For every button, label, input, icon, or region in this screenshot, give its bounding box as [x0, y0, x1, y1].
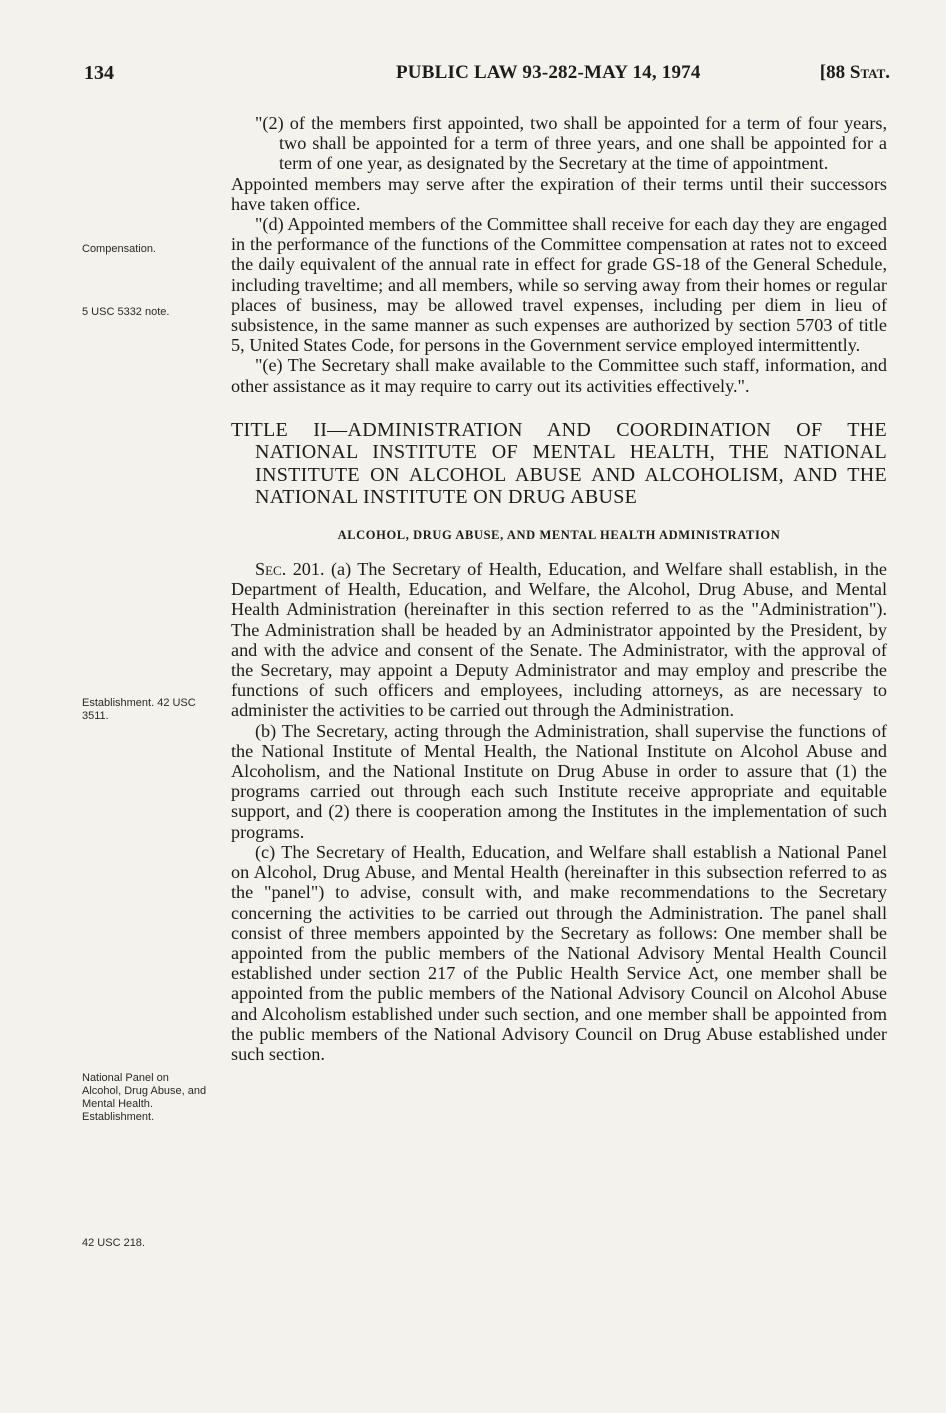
paragraph-c: (c) The Secretary of Health, Education, and Welfare shall establish a National Panel on Alcohol, Drug Abuse, and Mental Health (hereinafter in this subsection referred to as the "panel") to advise, consult with, and make recommendations to the Secretary concerning the activities to be carried out through the Administration. The panel shall consist of three members appointed by the Secretary as follows: One member shall be appointed from the public members of the National Advisory Mental Health Council established under section 217 of the Public Health Service Act, one member shall be appointed from the public members of the National Advisory Council on Alcohol Abuse and Alcoholism established under such section, and one member shall be appointed from the public members of the National Advisory Council on Drug Abuse established under such section.: [231, 841, 887, 1064]
running-title: PUBLIC LAW 93-282-MAY 14, 1974: [396, 62, 701, 83]
paragraph-e: "(e) The Secretary shall make available to the Committee such staff, information, and other assistance as it may require to carry out its activities effectively.".: [231, 355, 887, 396]
statute-volume-number: [88: [819, 62, 846, 83]
paragraph-d: "(d) Appointed members of the Committee shall receive for each day they are engaged in the performance of the functions of the Committee compensation at rates not to exceed the daily equivalent of the annual rate in effect for grade GS-18 of the General Schedule, including traveltime; and all members, while so serving away from their homes or regular places of business, may be allowed travel expenses, including per diem in lieu of subsistence, in the same manner as such expenses are authorized by section 5703 of title 5, United States Code, for persons in the Government service employed intermittently.: [231, 214, 887, 356]
section-subheading: ALCOHOL, DRUG ABUSE, AND MENTAL HEALTH ADMINISTRATION: [337, 527, 781, 542]
paragraph-2: "(2) of the members first appointed, two shall be appointed for a term of four years, two shall be appointed for a term of three years, and one shall be appointed for a term of one year, as designated by the Secretary at the time of appointment.: [255, 113, 887, 174]
section-label: Sec. 201.: [255, 559, 325, 580]
body-text: [231, 113, 887, 1064]
title-heading: TITLE II—ADMINISTRATION AND COORDINATION OF THE NATIONAL INSTITUTE OF MENTAL HEALTH, THE NATIONAL INSTITUTE ON ALCOHOL ABUSE AND ALCOHOLISM, AND THE NATIONAL INSTITUTE ON DRUG ABUSE: [231, 418, 887, 509]
paragraph-b: (b) The Secretary, acting through the Administration, shall supervise the functions of the National Institute of Mental Health, the National Institute on Alcohol Abuse and Alcoholism, and the National Institute on Drug Abuse in order to assure that (1) the programs carried out through each such Institute receive appropriate and equitable support, and (2) there is cooperation among the Institutes in the implementation of such programs.: [231, 720, 887, 842]
page-number: 134: [84, 62, 114, 84]
margin-note-national-panel: National Panel on Alcohol, Drug Abuse, and Mental Health. Establishment.: [82, 1072, 207, 1123]
margin-note-compensation: Compensation.: [82, 243, 156, 255]
statute-label: Stat.: [849, 62, 890, 83]
margin-note-establishment: Establishment. 42 USC 3511.: [82, 697, 196, 722]
paragraph-201a-text: (a) The Secretary of Health, Education, and Welfare shall establish, in the Department of Health, Education, and Welfare, the Alcohol, Drug Abuse, and Mental Health Administration (hereinafter in this section referred to as the "Administration"). The Administration shall be headed by an Administrator appointed by the President, by and with the advice and consent of the Senate. The Administrator, with the approval of the Secretary, may appoint a Deputy Administrator and may employ and prescribe the functions of such officers and employees, including attorneys, as are necessary to administer the activities to be carried out through the Administration.: [231, 559, 887, 721]
paragraph-appointed-members: Appointed members may serve after the expiration of their terms until their successors have taken office.: [231, 173, 887, 214]
paragraph-201a: [231, 559, 887, 721]
margin-note-5usc5332: 5 USC 5332 note.: [82, 306, 170, 318]
page-header: [84, 62, 890, 92]
margin-note-42usc218: 42 USC 218.: [82, 1237, 145, 1249]
statute-volume: [820, 62, 890, 84]
